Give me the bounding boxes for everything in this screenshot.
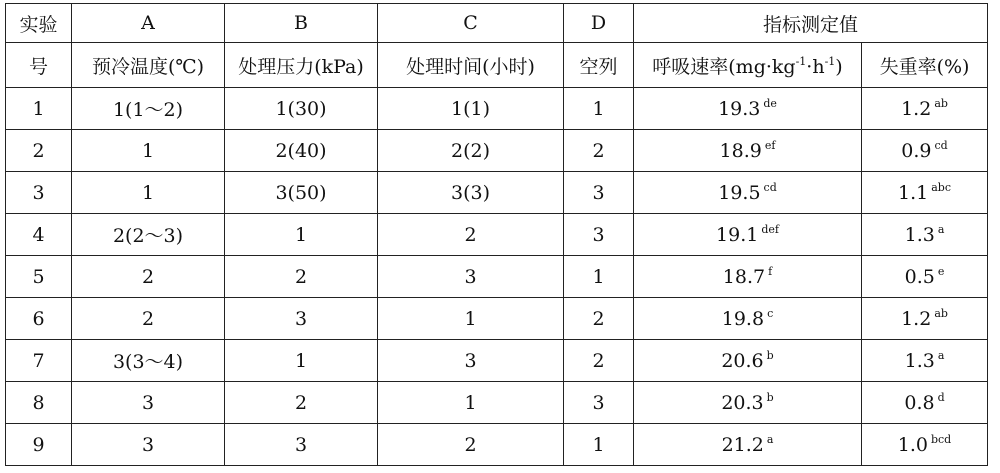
cell-weight-loss-value: 1.2 — [901, 98, 932, 120]
header-factor-c: C — [378, 4, 564, 43]
cell-factor-c: 1 — [378, 298, 564, 340]
cell-factor-a: 2 — [72, 298, 225, 340]
cell-weight-loss — [862, 256, 988, 298]
cell-respiration-rate — [634, 256, 862, 298]
cell-weight-loss — [862, 172, 988, 214]
header-weight-loss: 失重率(%) — [862, 43, 988, 88]
table-row — [6, 130, 988, 172]
resp-label-mid: ·h — [806, 55, 825, 78]
cell-factor-c: 3 — [378, 256, 564, 298]
cell-factor-a: 3(3～4) — [72, 340, 225, 382]
cell-weight-loss-value: 1.1 — [898, 182, 929, 204]
cell-factor-a: 1(1～2) — [72, 88, 225, 130]
cell-exp-no: 1 — [6, 88, 72, 130]
cell-respiration-rate — [634, 340, 862, 382]
cell-weight-loss-value: 1.3 — [904, 350, 935, 372]
resp-label-post: ) — [835, 55, 843, 78]
header-factor-d: D — [564, 4, 634, 43]
cell-factor-c: 1 — [378, 382, 564, 424]
cell-weight-loss-value: 1.0 — [897, 434, 928, 456]
cell-weight-loss-significance: bcd — [930, 433, 952, 446]
table-row — [6, 340, 988, 382]
cell-weight-loss-value: 0.5 — [904, 266, 935, 288]
cell-respiration-rate — [634, 214, 862, 256]
cell-respiration-rate — [634, 298, 862, 340]
cell-factor-d: 1 — [564, 256, 634, 298]
cell-factor-d: 2 — [564, 130, 634, 172]
cell-weight-loss-significance: e — [937, 265, 945, 278]
cell-respiration-rate-value: 19.5 — [718, 182, 761, 204]
header-row-2 — [6, 43, 988, 88]
cell-factor-b: 2(40) — [225, 130, 378, 172]
cell-factor-c: 2 — [378, 424, 564, 466]
cell-respiration-rate-value: 21.2 — [721, 434, 764, 456]
table-row — [6, 172, 988, 214]
orthogonal-experiment-table — [5, 3, 988, 466]
cell-respiration-rate-significance: cd — [763, 181, 777, 194]
header-factor-a: A — [72, 4, 225, 43]
cell-weight-loss — [862, 340, 988, 382]
cell-weight-loss-significance: cd — [934, 139, 948, 152]
cell-exp-no: 5 — [6, 256, 72, 298]
cell-respiration-rate — [634, 172, 862, 214]
cell-weight-loss — [862, 424, 988, 466]
cell-exp-no: 2 — [6, 130, 72, 172]
cell-weight-loss — [862, 130, 988, 172]
cell-exp-no: 4 — [6, 214, 72, 256]
cell-weight-loss-significance: d — [937, 391, 945, 404]
cell-respiration-rate-significance: b — [766, 349, 774, 362]
cell-respiration-rate-value: 18.9 — [719, 140, 762, 162]
table-row — [6, 298, 988, 340]
cell-weight-loss — [862, 214, 988, 256]
cell-factor-d: 3 — [564, 382, 634, 424]
cell-weight-loss-significance: abc — [931, 181, 951, 194]
cell-respiration-rate-significance: b — [766, 391, 774, 404]
table-row — [6, 214, 988, 256]
cell-factor-d: 2 — [564, 340, 634, 382]
cell-respiration-rate-value: 19.3 — [718, 98, 761, 120]
cell-weight-loss-significance: ab — [934, 307, 948, 320]
cell-exp-no: 8 — [6, 382, 72, 424]
cell-factor-b: 1 — [225, 340, 378, 382]
table-body — [6, 88, 988, 466]
cell-respiration-rate-value: 18.7 — [722, 266, 766, 288]
cell-respiration-rate-value: 19.1 — [716, 224, 759, 246]
cell-respiration-rate-value: 20.6 — [721, 350, 764, 372]
cell-weight-loss-value: 1.2 — [901, 308, 932, 330]
cell-respiration-rate-significance: f — [768, 265, 773, 278]
cell-factor-c: 2 — [378, 214, 564, 256]
cell-weight-loss — [862, 382, 988, 424]
cell-factor-a: 3 — [72, 382, 225, 424]
cell-exp-no: 7 — [6, 340, 72, 382]
cell-factor-b: 1 — [225, 214, 378, 256]
cell-exp-no: 3 — [6, 172, 72, 214]
resp-label-sup1: -1 — [795, 54, 807, 68]
header-exp-no-bottom: 号 — [6, 43, 72, 88]
header-index-group: 指标测定值 — [634, 4, 988, 43]
table-row — [6, 382, 988, 424]
cell-factor-c: 3(3) — [378, 172, 564, 214]
cell-factor-b: 1(30) — [225, 88, 378, 130]
table-row — [6, 424, 988, 466]
cell-respiration-rate — [634, 382, 862, 424]
cell-respiration-rate-significance: c — [767, 307, 774, 320]
cell-weight-loss — [862, 298, 988, 340]
cell-factor-d: 3 — [564, 214, 634, 256]
cell-exp-no: 9 — [6, 424, 72, 466]
cell-weight-loss-significance: a — [937, 349, 945, 362]
table-row — [6, 88, 988, 130]
cell-respiration-rate-significance: ef — [764, 139, 776, 152]
header-respiration-rate — [634, 43, 862, 88]
cell-factor-d: 1 — [564, 88, 634, 130]
cell-factor-a: 2 — [72, 256, 225, 298]
cell-respiration-rate-value: 20.3 — [721, 392, 764, 414]
table-row — [6, 256, 988, 298]
cell-factor-d: 1 — [564, 424, 634, 466]
header-empty-column: 空列 — [564, 43, 634, 88]
cell-weight-loss-significance: a — [937, 223, 945, 236]
cell-factor-a: 2(2～3) — [72, 214, 225, 256]
cell-factor-c: 3 — [378, 340, 564, 382]
cell-weight-loss-significance: ab — [934, 97, 948, 110]
cell-factor-a: 1 — [72, 172, 225, 214]
cell-weight-loss-value: 1.3 — [904, 224, 935, 246]
cell-factor-d: 2 — [564, 298, 634, 340]
cell-factor-c: 2(2) — [378, 130, 564, 172]
header-precool-temp: 预冷温度(℃) — [72, 43, 225, 88]
header-exp-no-top: 实验 — [6, 4, 72, 43]
resp-label-pre: 呼吸速率(mg·kg — [652, 55, 796, 78]
cell-respiration-rate-value: 19.8 — [721, 308, 765, 330]
cell-weight-loss-value: 0.9 — [901, 140, 932, 162]
cell-respiration-rate — [634, 424, 862, 466]
cell-respiration-rate — [634, 88, 862, 130]
cell-factor-b: 3 — [225, 424, 378, 466]
cell-factor-d: 3 — [564, 172, 634, 214]
cell-factor-b: 2 — [225, 382, 378, 424]
cell-factor-c: 1(1) — [378, 88, 564, 130]
cell-exp-no: 6 — [6, 298, 72, 340]
cell-factor-a: 1 — [72, 130, 225, 172]
header-time: 处理时间(小时) — [378, 43, 564, 88]
header-pressure: 处理压力(kPa) — [225, 43, 378, 88]
cell-factor-b: 3(50) — [225, 172, 378, 214]
cell-factor-a: 3 — [72, 424, 225, 466]
cell-respiration-rate-significance: a — [766, 433, 774, 446]
cell-respiration-rate — [634, 130, 862, 172]
cell-weight-loss-value: 0.8 — [904, 392, 935, 414]
header-row-1 — [6, 4, 988, 43]
cell-respiration-rate-significance: de — [763, 97, 777, 110]
cell-factor-b: 3 — [225, 298, 378, 340]
header-factor-b: B — [225, 4, 378, 43]
cell-factor-b: 2 — [225, 256, 378, 298]
cell-respiration-rate-significance: def — [761, 223, 779, 236]
resp-label-sup2: -1 — [824, 54, 836, 68]
cell-weight-loss — [862, 88, 988, 130]
